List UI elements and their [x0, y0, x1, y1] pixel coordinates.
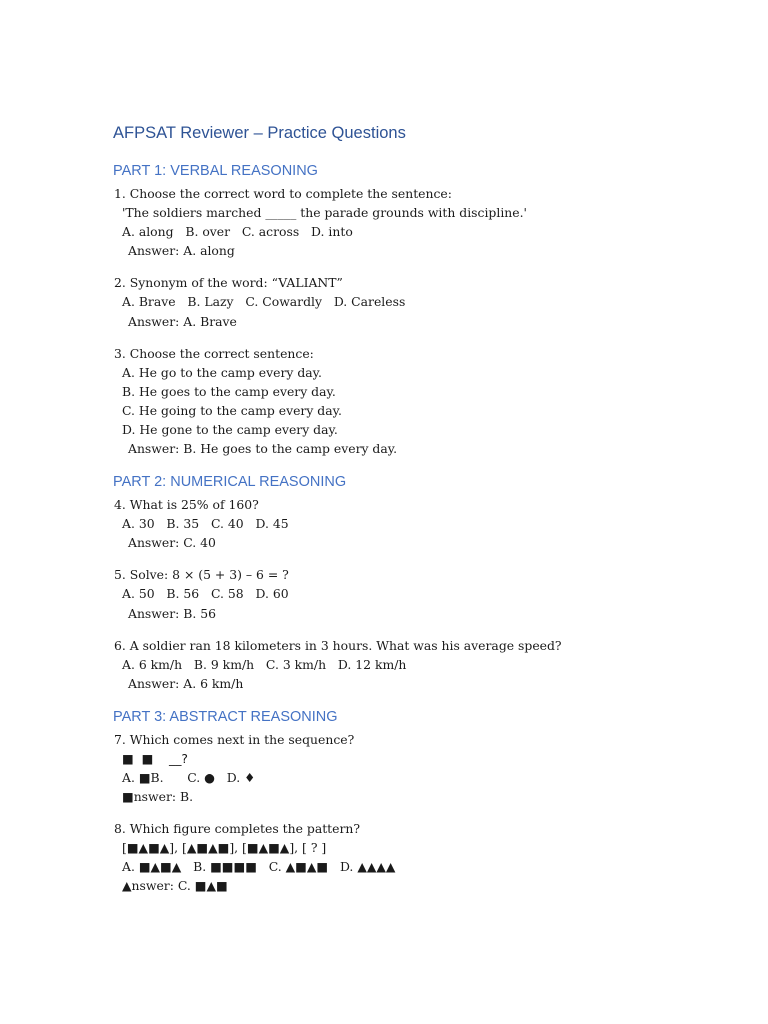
q7-sequence: ■ ■ __?	[122, 751, 189, 766]
q8-pattern: [■▲■▲], [▲■▲■], [■▲■▲], [ ? ]	[122, 840, 327, 855]
part2-heading: PART 2: NUMERICAL REASONING	[113, 474, 347, 490]
part1-heading: PART 1: VERBAL REASONING	[113, 163, 318, 179]
q8-question: 8. Which figure completes the pattern?	[114, 821, 361, 836]
q5-answer: Answer: B. 56	[128, 606, 217, 621]
q1-options: A. along B. over C. across D. into	[122, 224, 353, 239]
q5-question: 5. Solve: 8 × (5 + 3) – 6 = ?	[114, 567, 289, 582]
q2-answer: Answer: A. Brave	[128, 314, 237, 329]
q6-options: A. 6 km/h B. 9 km/h C. 3 km/h D. 12 km/h	[122, 657, 407, 672]
q3-option-a: A. He go to the camp every day.	[122, 365, 322, 380]
q4-answer: Answer: C. 40	[128, 535, 216, 550]
q2-options: A. Brave B. Lazy C. Cowardly D. Careless	[122, 294, 406, 309]
q2-question: 2. Synonym of the word: “VALIANT”	[114, 275, 343, 290]
document-title: AFPSAT Reviewer – Practice Questions	[113, 124, 406, 142]
q1-sentence: 'The soldiers marched _____ the parade grounds with discipline.'	[122, 205, 527, 220]
q6-answer: Answer: A. 6 km/h	[128, 676, 244, 691]
q7-question: 7. Which comes next in the sequence?	[114, 732, 355, 747]
q3-option-b: B. He goes to the camp every day.	[122, 384, 336, 399]
q3-option-d: D. He gone to the camp every day.	[122, 422, 338, 437]
q1-answer: Answer: A. along	[128, 243, 235, 258]
q6-question: 6. A soldier ran 18 kilometers in 3 hours. What was his average speed?	[114, 638, 562, 653]
q7-answer: ■nswer: B.	[122, 789, 194, 804]
q4-question: 4. What is 25% of 160?	[114, 497, 259, 512]
q7-options: A. ■B. C. ● D. ♦	[122, 770, 256, 785]
q8-answer: ▲nswer: C. ■▲■	[122, 878, 228, 893]
part3-heading: PART 3: ABSTRACT REASONING	[113, 709, 338, 725]
q4-options: A. 30 B. 35 C. 40 D. 45	[122, 516, 289, 531]
q8-options: A. ■▲■▲ B. ■■■■ C. ▲■▲■ D. ▲▲▲▲	[122, 859, 396, 874]
q1-question: 1. Choose the correct word to complete the sentence:	[114, 186, 452, 201]
q3-option-c: C. He going to the camp every day.	[122, 403, 342, 418]
q3-question: 3. Choose the correct sentence:	[114, 346, 314, 361]
q5-options: A. 50 B. 56 C. 58 D. 60	[122, 586, 289, 601]
q3-answer: Answer: B. He goes to the camp every day.	[128, 441, 398, 456]
